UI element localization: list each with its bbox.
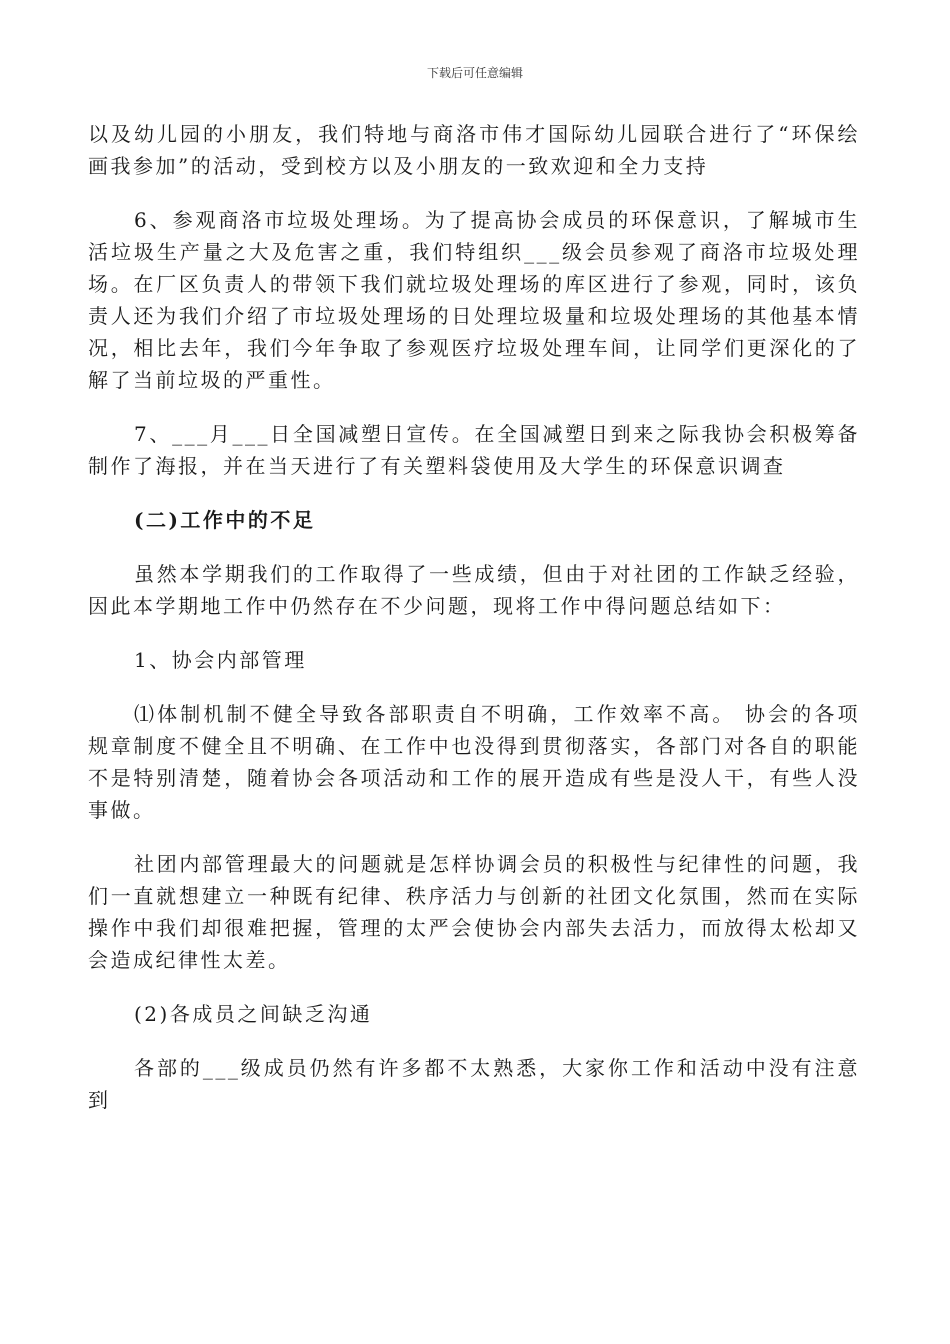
paragraph-management-issue: 社团内部管理最大的问题就是怎样协调会员的积极性与纪律性的问题，我们一直就想建立一种既有纪律、秩序活力与创新的社团文化氛围，然而在实际操作中我们却很难把握，管理的太严会使协会内部失去活力，而放得太松却又会造成纪律性太差。 — [88, 852, 860, 972]
paragraph-item-7: 7、___月___日全国减塑日宣传。在全国减塑日到来之际我协会积极筹备制作了海报，并在当天进行了有关塑料袋使用及大学生的环保意识调查 — [88, 422, 860, 478]
subheading-internal-management: 1、协会内部管理 — [134, 648, 307, 672]
paragraph-shortcomings-intro: 虽然本学期我们的工作取得了一些成绩，但由于对社团的工作缺乏经验，因此本学期地工作中仍然存在不少问题，现将工作中得问题总结如下： — [88, 562, 860, 618]
section-heading-shortcomings: (二)工作中的不足 — [134, 508, 316, 532]
paragraph-continuation: 以及幼儿园的小朋友，我们特地与商洛市伟才国际幼儿园联合进行了“环保绘画我参加”的活动，受到校方以及小朋友的一致欢迎和全力支持 — [88, 122, 860, 178]
paragraph-point-1: ⑴体制机制不健全导致各部职责自不明确，工作效率不高。 协会的各项规章制度不健全且不明确、在工作中也没得到贯彻落实，各部门对各自的职能不是特别清楚，随着协会各项活动和工作的展开造成有些是没人干，有些人没事做。 — [88, 702, 860, 822]
paragraph-communication: 各部的___级成员仍然有许多都不太熟悉，大家你工作和活动中没有注意到 — [88, 1056, 860, 1112]
paragraph-item-6: 6、参观商洛市垃圾处理场。为了提高协会成员的环保意识，了解城市生活垃圾生产量之大及危害之重，我们特组织___级会员参观了商洛市垃圾处理场。在厂区负责人的带领下我们就垃圾处理场的库区进行了参观，同时，该负责人还为我们介绍了市垃圾处理场的日处理垃圾量和垃圾处理场的其他基本情况，相比去年，我们今年争取了参观医疗垃圾处理车间，让同学们更深化的了解了当前垃圾的严重性。 — [88, 208, 860, 392]
page-header: 下载后可任意编辑 — [426, 66, 523, 80]
document-body — [88, 118, 860, 1138]
subheading-communication: (2)各成员之间缺乏沟通 — [134, 1002, 373, 1026]
